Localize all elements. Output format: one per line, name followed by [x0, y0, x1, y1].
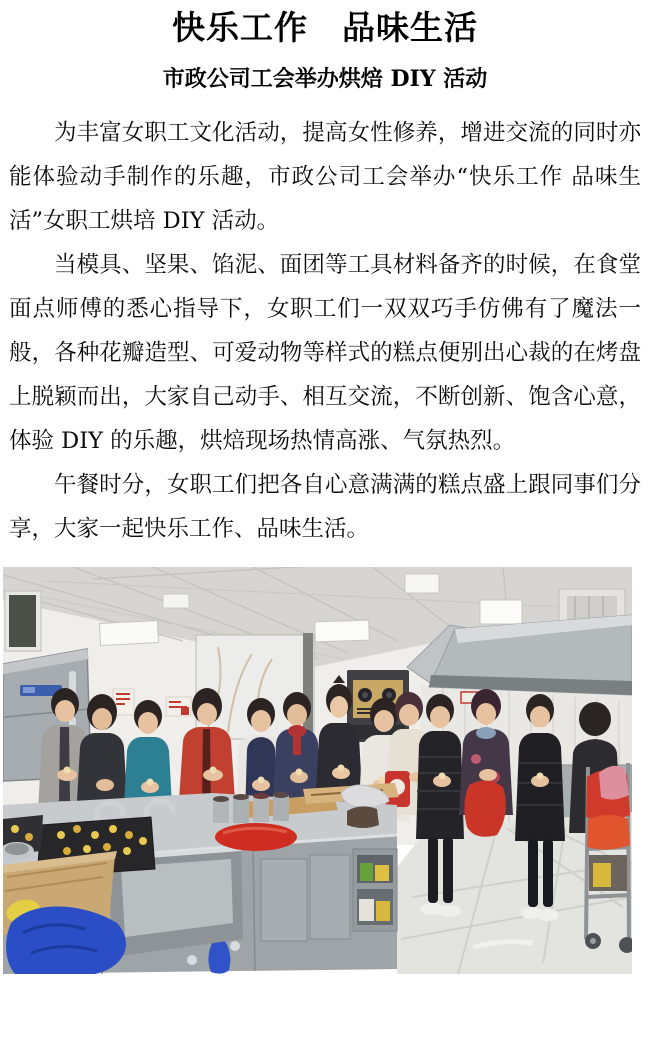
article-title: 快乐工作 品味生活: [172, 8, 478, 47]
counter-open-shelf: [353, 849, 397, 931]
paragraph-3: 午餐时分，女职工们把各自心意满满的糕点盛上跟同事们分享，大家一起快乐工作、品味生活。: [9, 472, 641, 543]
article-body: [0, 93, 650, 551]
stainless-counter: [3, 783, 399, 974]
paragraph-1: 为丰富女职工文化活动，提高女性修养，增进交流的同时亦能体验动手制作的乐趣，市政公司工会举办“快乐工作 品味生活”女职工烘培 DIY 活动。: [9, 120, 641, 235]
hanging-towel: [208, 941, 230, 974]
paper-bag: [347, 807, 379, 829]
kitchen-group-photo: [3, 567, 632, 974]
paragraph-2: 当模具、坚果、馅泥、面团等工具材料备齐的时候，在食堂面点师傅的悉心指导下，女职工们一双双巧手仿佛有了魔法一般，各种花瓣造型、可爱动物等样式的糕点便别出心裁的在烤盘上脱颖而出，大家自己动手、相互交流，不断创新、饱含心意，体验 DIY 的乐趣，烘焙现场热情高涨、气氛热烈。: [9, 252, 641, 455]
red-bag: [464, 781, 505, 837]
article-subtitle: 市政公司工会举办烘焙 DIY 活动: [162, 65, 488, 92]
left-window: [5, 591, 41, 651]
